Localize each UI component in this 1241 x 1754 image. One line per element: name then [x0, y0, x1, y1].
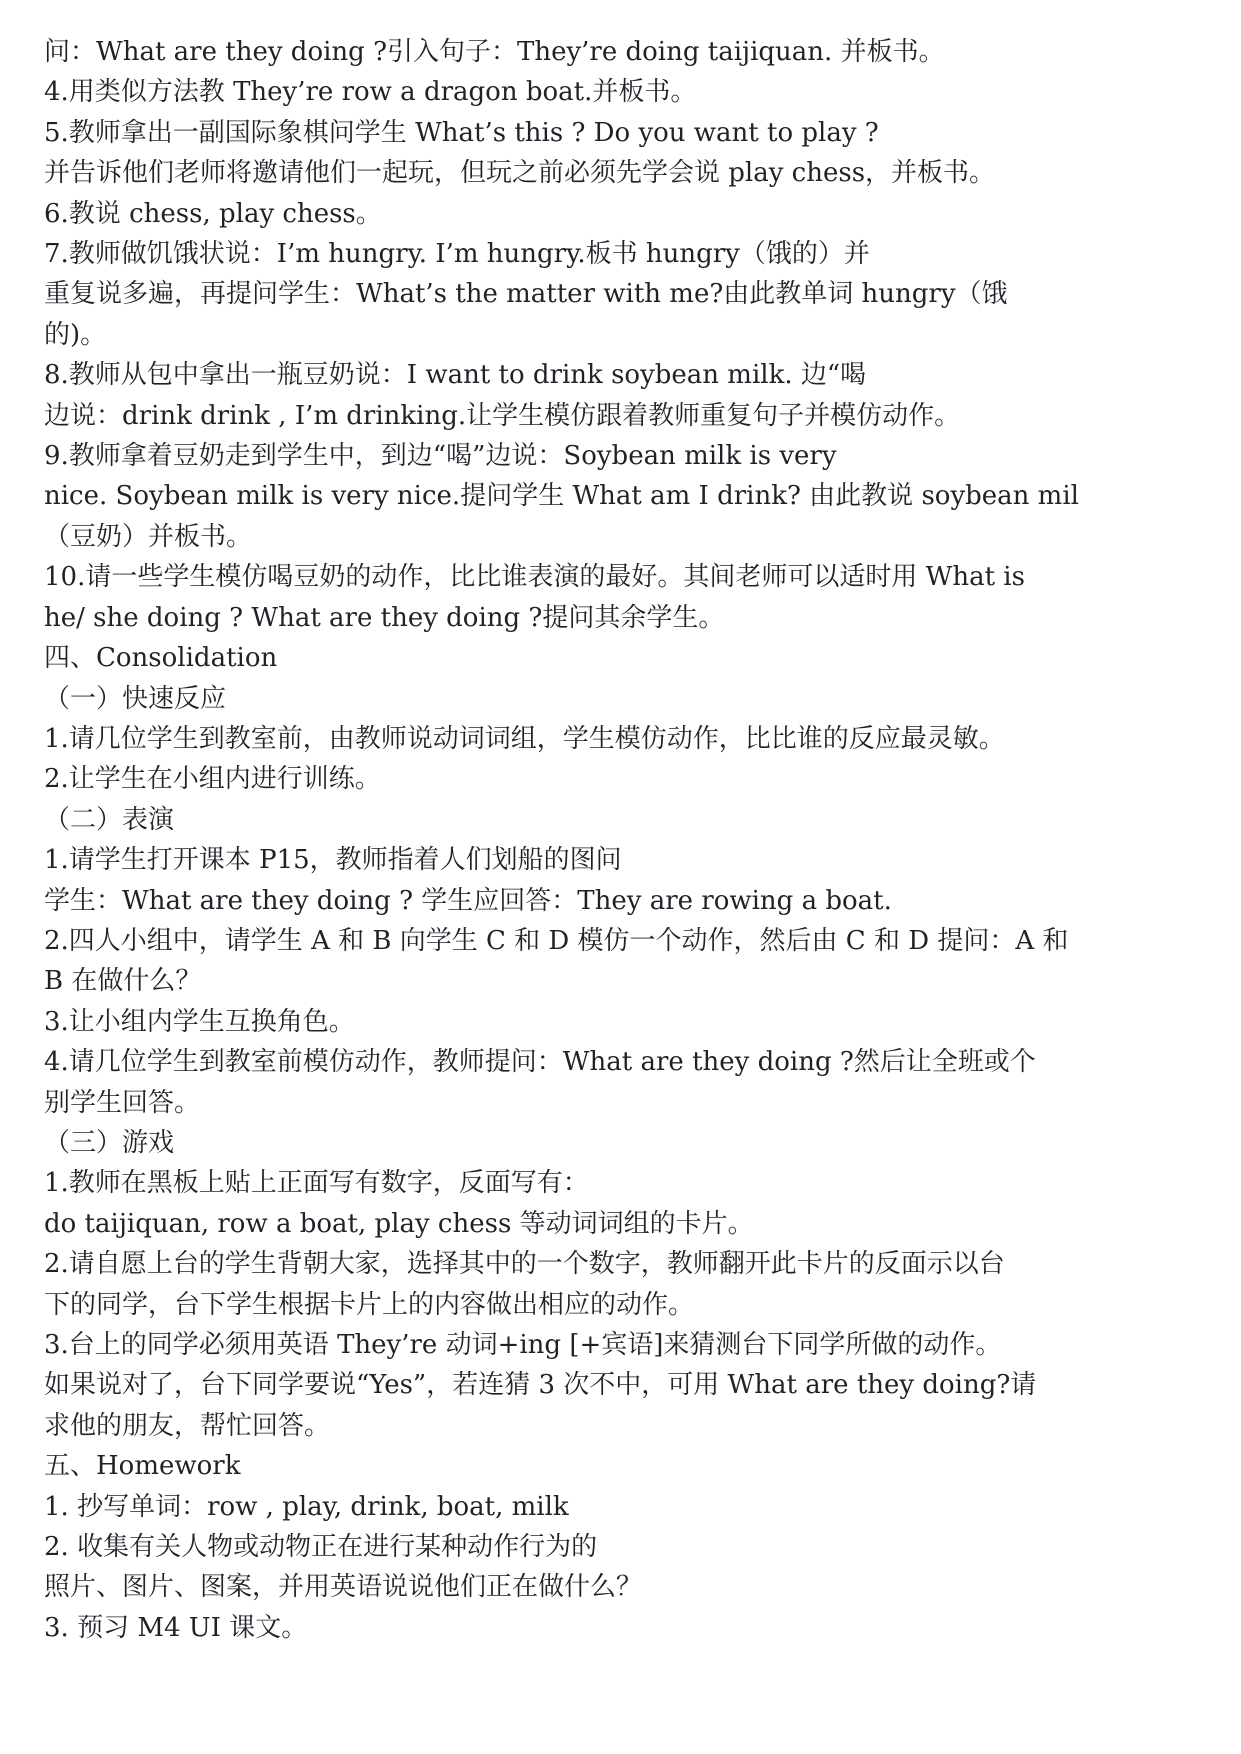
text-line: 问：What are they doing ?引入句子：They’re doing taijiquan. 并板书。: [44, 37, 945, 67]
text-line: 边说：drink drink , I’m drinking.让学生模仿跟着教师重复句子并模仿动作。: [44, 400, 961, 431]
text-line: 3.让小组内学生互换角色。: [44, 1006, 355, 1037]
text-line: 3. 预习 M4 UI 课文。: [44, 1612, 308, 1643]
text-line: 1. 抄写单词：row , play, drink, boat, milk: [44, 1491, 569, 1522]
text-line: 3.台上的同学必须用英语 They’re 动词+ing [+宾语]来猜测台下同学所做的动作。: [44, 1330, 1002, 1360]
text-line: 学生：What are they doing ? 学生应回答：They are rowing a boat.: [44, 885, 892, 916]
text-line: 下的同学，台下学生根据卡片上的内容做出相应的动作。: [44, 1289, 695, 1320]
text-line: 2.让学生在小组内进行训练。: [44, 764, 381, 795]
text-line: he/ she doing ? What are they doing ?提问其余学生。: [44, 602, 725, 633]
text-line: 4.请几位学生到教室前模仿动作，教师提问：What are they doing ?然后让全班或个: [44, 1047, 1036, 1078]
text-line: 9.教师拿着豆奶走到学生中，到边“喝”边说：Soybean milk is very: [44, 441, 837, 472]
text-line: 4.用类似方法教 They’re row a dragon boat.并板书。: [44, 77, 697, 108]
text-line: 重复说多遍，再提问学生：What’s the matter with me?由此教单词 hungry（饿: [44, 279, 1008, 310]
text-line: 2.四人小组中，请学生 A 和 B 向学生 C 和 D 模仿一个动作，然后由 C 和 D 提问：A 和: [44, 925, 1069, 956]
text-line: 6.教说 chess, play chess。: [44, 198, 382, 229]
text-line: 的)。: [44, 319, 107, 350]
text-line: 8.教师从包中拿出一瓶豆奶说：I want to drink soybean milk. 边“喝: [44, 360, 867, 391]
text-line: 1.教师在黑板上贴上正面写有数字，反面写有：: [44, 1168, 589, 1199]
text-line: 求他的朋友，帮忙回答。: [44, 1410, 331, 1441]
section-heading: 五、Homework: [44, 1451, 241, 1482]
document-page: [44, 32, 1214, 1648]
text-line: nice. Soybean milk is very nice.提问学生 What am I drink? 由此教说 soybean mil: [44, 481, 1079, 512]
subsection-heading: （二）表演: [44, 804, 175, 835]
text-line: 5.教师拿出一副国际象棋问学生 What’s this ? Do you want to play ?: [44, 117, 879, 148]
text-line: 1.请学生打开课本 P15，教师指着人们划船的图问: [44, 845, 622, 876]
text-line: 照片、图片、图案，并用英语说说他们正在做什么？: [44, 1572, 643, 1603]
text-line: 并告诉他们老师将邀请他们一起玩，但玩之前必须先学会说 play chess，并板书。: [44, 158, 996, 189]
section-heading: 四、Consolidation: [44, 643, 278, 674]
text-line: 2. 收集有关人物或动物正在进行某种动作行为的: [44, 1532, 598, 1563]
text-line: 7.教师做饥饿状说：I’m hungry. I’m hungry.板书 hungry（饿的）并: [44, 239, 870, 270]
text-line: B 在做什么？: [44, 966, 202, 997]
text-line: 别学生回答。: [44, 1087, 201, 1118]
text-line: 如果说对了，台下同学要说“Yes”，若连猜 3 次不中，可用 What are they doing?请: [44, 1370, 1037, 1401]
subsection-heading: （一）快速反应: [44, 683, 227, 714]
text-line: 1.请几位学生到教室前，由教师说动词词组，学生模仿动作，比比谁的反应最灵敏。: [44, 723, 1005, 754]
text-line: 10.请一些学生模仿喝豆奶的动作，比比谁表演的最好。其间老师可以适时用 What is: [44, 562, 1025, 593]
text-line: 2.请自愿上台的学生背朝大家，选择其中的一个数字，教师翻开此卡片的反面示以台: [44, 1249, 1005, 1280]
text-line: do taijiquan, row a boat, play chess 等动词词组的卡片。: [44, 1208, 754, 1239]
subsection-heading: （三）游戏: [44, 1127, 175, 1158]
text-line: （豆奶）并板书。: [44, 521, 253, 552]
